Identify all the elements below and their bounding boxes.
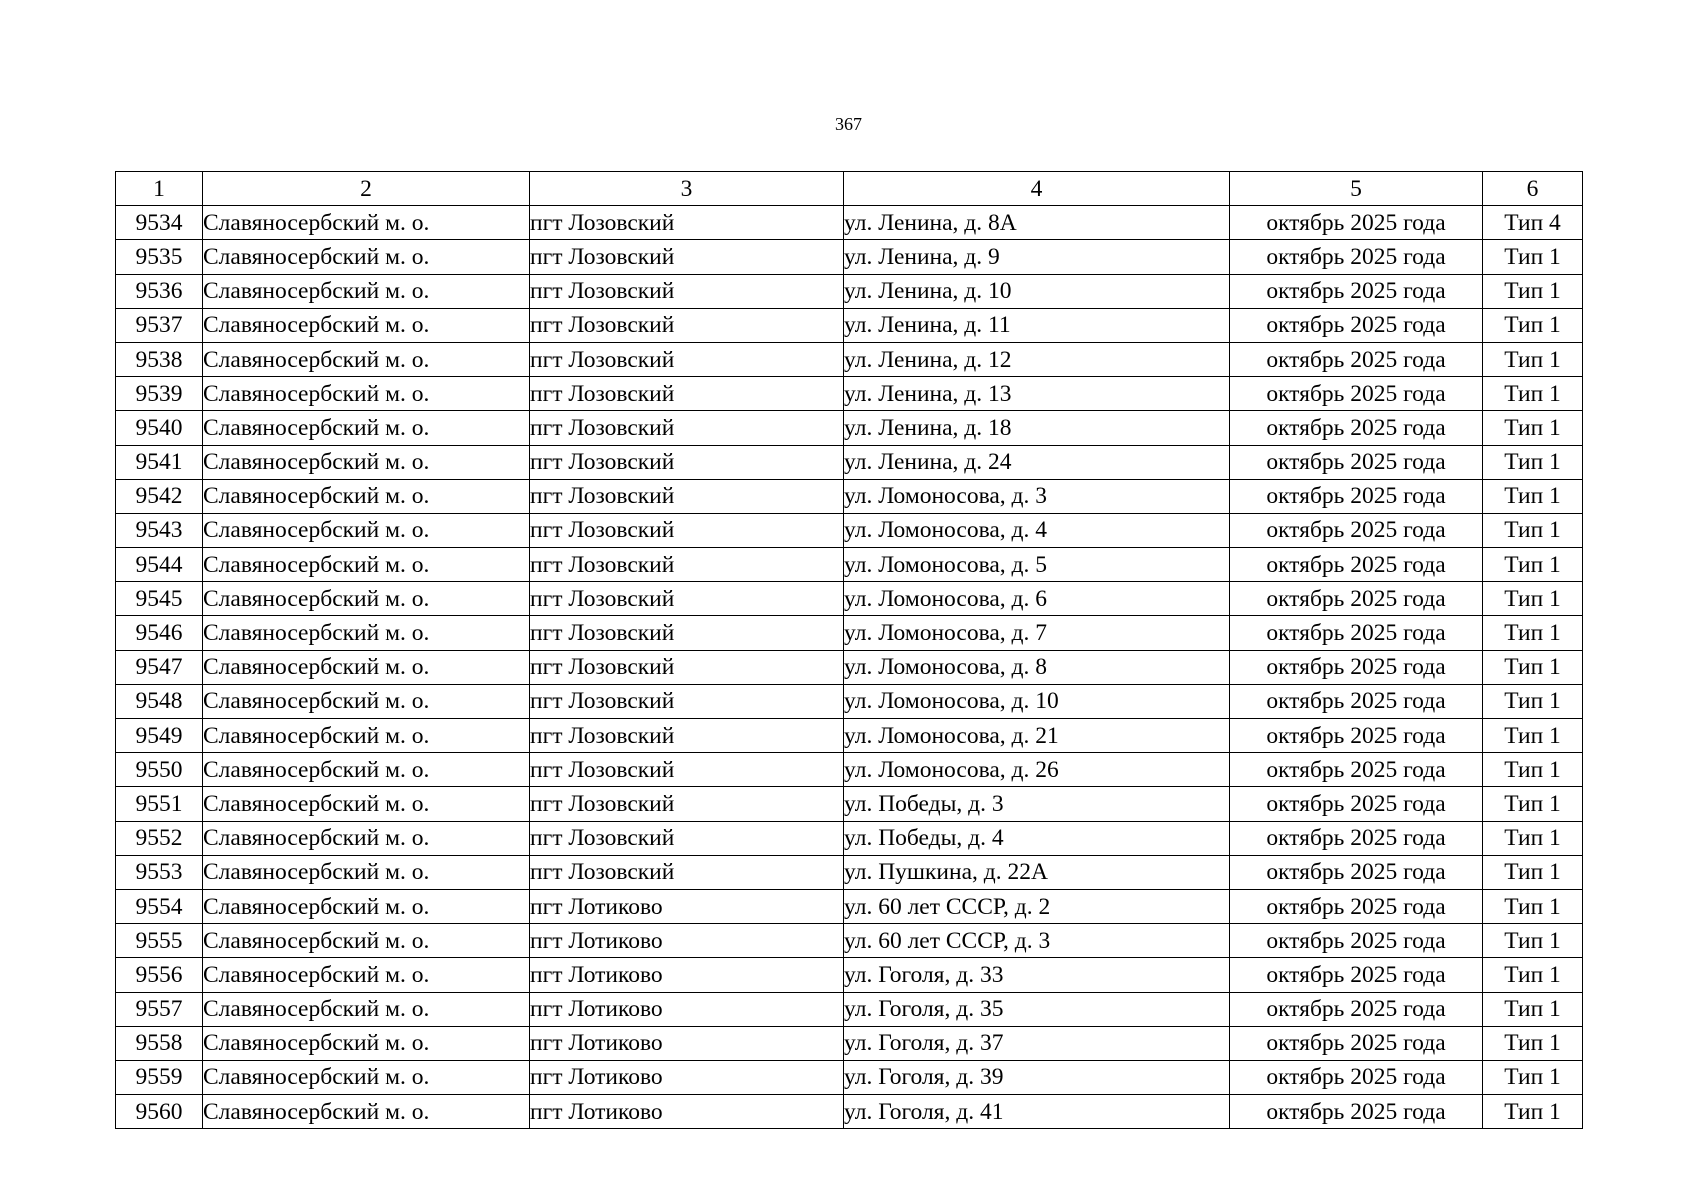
date-cell: октябрь 2025 года — [1230, 240, 1483, 274]
date-cell: октябрь 2025 года — [1230, 992, 1483, 1026]
municipality-cell: Славяносербский м. о. — [203, 889, 530, 923]
type-cell: Тип 1 — [1483, 377, 1583, 411]
table-row — [116, 582, 1583, 616]
date-cell: октябрь 2025 года — [1230, 377, 1483, 411]
settlement-cell: пгт Лозовский — [530, 684, 844, 718]
table-row — [116, 274, 1583, 308]
type-cell: Тип 1 — [1483, 992, 1583, 1026]
settlement-cell: пгт Лозовский — [530, 274, 844, 308]
address-cell: ул. Гоголя, д. 37 — [844, 1026, 1230, 1060]
settlement-cell: пгт Лотиково — [530, 992, 844, 1026]
row-number-cell: 9555 — [116, 924, 203, 958]
date-cell: октябрь 2025 года — [1230, 582, 1483, 616]
column-header: 2 — [203, 172, 530, 206]
table-row — [116, 924, 1583, 958]
type-cell: Тип 1 — [1483, 513, 1583, 547]
row-number-cell: 9550 — [116, 753, 203, 787]
date-cell: октябрь 2025 года — [1230, 889, 1483, 923]
address-cell: ул. 60 лет СССР, д. 3 — [844, 924, 1230, 958]
table-row — [116, 1026, 1583, 1060]
row-number-cell: 9556 — [116, 958, 203, 992]
row-number-cell: 9548 — [116, 684, 203, 718]
settlement-cell: пгт Лозовский — [530, 855, 844, 889]
date-cell: октябрь 2025 года — [1230, 274, 1483, 308]
type-cell: Тип 1 — [1483, 274, 1583, 308]
address-cell: ул. Ленина, д. 24 — [844, 445, 1230, 479]
date-cell: октябрь 2025 года — [1230, 821, 1483, 855]
table-row — [116, 650, 1583, 684]
table-row — [116, 889, 1583, 923]
municipality-cell: Славяносербский м. о. — [203, 308, 530, 342]
municipality-cell: Славяносербский м. о. — [203, 479, 530, 513]
settlement-cell: пгт Лозовский — [530, 787, 844, 821]
table-row — [116, 1095, 1583, 1129]
settlement-cell: пгт Лозовский — [530, 240, 844, 274]
row-number-cell: 9542 — [116, 479, 203, 513]
table-row — [116, 479, 1583, 513]
address-cell: ул. Гоголя, д. 39 — [844, 1060, 1230, 1094]
type-cell: Тип 4 — [1483, 206, 1583, 240]
row-number-cell: 9544 — [116, 548, 203, 582]
settlement-cell: пгт Лозовский — [530, 411, 844, 445]
row-number-cell: 9547 — [116, 650, 203, 684]
address-cell: ул. Ломоносова, д. 8 — [844, 650, 1230, 684]
address-cell: ул. Ломоносова, д. 3 — [844, 479, 1230, 513]
date-cell: октябрь 2025 года — [1230, 924, 1483, 958]
type-cell: Тип 1 — [1483, 548, 1583, 582]
municipality-cell: Славяносербский м. о. — [203, 650, 530, 684]
table-row — [116, 240, 1583, 274]
municipality-cell: Славяносербский м. о. — [203, 206, 530, 240]
settlement-cell: пгт Лозовский — [530, 719, 844, 753]
row-number-cell: 9557 — [116, 992, 203, 1026]
date-cell: октябрь 2025 года — [1230, 308, 1483, 342]
date-cell: октябрь 2025 года — [1230, 753, 1483, 787]
row-number-cell: 9536 — [116, 274, 203, 308]
settlement-cell: пгт Лотиково — [530, 1095, 844, 1129]
date-cell: октябрь 2025 года — [1230, 513, 1483, 547]
settlement-cell: пгт Лозовский — [530, 548, 844, 582]
date-cell: октябрь 2025 года — [1230, 650, 1483, 684]
address-cell: ул. Ломоносова, д. 26 — [844, 753, 1230, 787]
municipality-cell: Славяносербский м. о. — [203, 377, 530, 411]
date-cell: октябрь 2025 года — [1230, 719, 1483, 753]
settlement-cell: пгт Лозовский — [530, 582, 844, 616]
row-number-cell: 9552 — [116, 821, 203, 855]
settlement-cell: пгт Лозовский — [530, 753, 844, 787]
type-cell: Тип 1 — [1483, 684, 1583, 718]
table-row — [116, 206, 1583, 240]
municipality-cell: Славяносербский м. о. — [203, 787, 530, 821]
table-row — [116, 684, 1583, 718]
row-number-cell: 9535 — [116, 240, 203, 274]
type-cell: Тип 1 — [1483, 924, 1583, 958]
type-cell: Тип 1 — [1483, 1095, 1583, 1129]
table-row — [116, 616, 1583, 650]
row-number-cell: 9537 — [116, 308, 203, 342]
settlement-cell: пгт Лозовский — [530, 342, 844, 376]
table-row — [116, 342, 1583, 376]
municipality-cell: Славяносербский м. о. — [203, 992, 530, 1026]
settlement-cell: пгт Лотиково — [530, 889, 844, 923]
type-cell: Тип 1 — [1483, 650, 1583, 684]
type-cell: Тип 1 — [1483, 719, 1583, 753]
table-header-row — [116, 172, 1583, 206]
date-cell: октябрь 2025 года — [1230, 548, 1483, 582]
address-cell: ул. Ленина, д. 12 — [844, 342, 1230, 376]
table-row — [116, 411, 1583, 445]
address-cell: ул. Ломоносова, д. 6 — [844, 582, 1230, 616]
type-cell: Тип 1 — [1483, 616, 1583, 650]
settlement-cell: пгт Лотиково — [530, 958, 844, 992]
row-number-cell: 9541 — [116, 445, 203, 479]
type-cell: Тип 1 — [1483, 1026, 1583, 1060]
date-cell: октябрь 2025 года — [1230, 479, 1483, 513]
registry-table — [115, 171, 1583, 1129]
date-cell: октябрь 2025 года — [1230, 855, 1483, 889]
address-cell: ул. Гоголя, д. 33 — [844, 958, 1230, 992]
address-cell: ул. Ленина, д. 8А — [844, 206, 1230, 240]
type-cell: Тип 1 — [1483, 582, 1583, 616]
row-number-cell: 9543 — [116, 513, 203, 547]
type-cell: Тип 1 — [1483, 445, 1583, 479]
date-cell: октябрь 2025 года — [1230, 1095, 1483, 1129]
row-number-cell: 9540 — [116, 411, 203, 445]
settlement-cell: пгт Лозовский — [530, 479, 844, 513]
row-number-cell: 9553 — [116, 855, 203, 889]
settlement-cell: пгт Лозовский — [530, 445, 844, 479]
address-cell: ул. Победы, д. 3 — [844, 787, 1230, 821]
column-header: 4 — [844, 172, 1230, 206]
table-row — [116, 753, 1583, 787]
address-cell: ул. Ленина, д. 11 — [844, 308, 1230, 342]
type-cell: Тип 1 — [1483, 1060, 1583, 1094]
type-cell: Тип 1 — [1483, 821, 1583, 855]
date-cell: октябрь 2025 года — [1230, 616, 1483, 650]
table-row — [116, 548, 1583, 582]
date-cell: октябрь 2025 года — [1230, 206, 1483, 240]
row-number-cell: 9546 — [116, 616, 203, 650]
row-number-cell: 9558 — [116, 1026, 203, 1060]
table-row — [116, 308, 1583, 342]
address-cell: ул. 60 лет СССР, д. 2 — [844, 889, 1230, 923]
type-cell: Тип 1 — [1483, 958, 1583, 992]
settlement-cell: пгт Лозовский — [530, 377, 844, 411]
municipality-cell: Славяносербский м. о. — [203, 719, 530, 753]
table-row — [116, 787, 1583, 821]
row-number-cell: 9545 — [116, 582, 203, 616]
type-cell: Тип 1 — [1483, 308, 1583, 342]
address-cell: ул. Гоголя, д. 35 — [844, 992, 1230, 1026]
settlement-cell: пгт Лозовский — [530, 650, 844, 684]
settlement-cell: пгт Лозовский — [530, 308, 844, 342]
table-row — [116, 992, 1583, 1026]
row-number-cell: 9539 — [116, 377, 203, 411]
address-cell: ул. Ломоносова, д. 7 — [844, 616, 1230, 650]
table-body — [116, 206, 1583, 1129]
type-cell: Тип 1 — [1483, 411, 1583, 445]
settlement-cell: пгт Лозовский — [530, 821, 844, 855]
municipality-cell: Славяносербский м. о. — [203, 274, 530, 308]
column-header: 1 — [116, 172, 203, 206]
date-cell: октябрь 2025 года — [1230, 411, 1483, 445]
table-row — [116, 958, 1583, 992]
row-number-cell: 9560 — [116, 1095, 203, 1129]
municipality-cell: Славяносербский м. о. — [203, 958, 530, 992]
table-row — [116, 513, 1583, 547]
table-row — [116, 377, 1583, 411]
address-cell: ул. Ломоносова, д. 4 — [844, 513, 1230, 547]
row-number-cell: 9549 — [116, 719, 203, 753]
row-number-cell: 9554 — [116, 889, 203, 923]
type-cell: Тип 1 — [1483, 240, 1583, 274]
table-row — [116, 855, 1583, 889]
settlement-cell: пгт Лотиково — [530, 924, 844, 958]
table-row — [116, 821, 1583, 855]
row-number-cell: 9538 — [116, 342, 203, 376]
address-cell: ул. Ломоносова, д. 5 — [844, 548, 1230, 582]
municipality-cell: Славяносербский м. о. — [203, 1060, 530, 1094]
type-cell: Тип 1 — [1483, 889, 1583, 923]
table-row — [116, 445, 1583, 479]
type-cell: Тип 1 — [1483, 479, 1583, 513]
municipality-cell: Славяносербский м. о. — [203, 582, 530, 616]
municipality-cell: Славяносербский м. о. — [203, 342, 530, 376]
address-cell: ул. Ленина, д. 13 — [844, 377, 1230, 411]
municipality-cell: Славяносербский м. о. — [203, 1095, 530, 1129]
address-cell: ул. Гоголя, д. 41 — [844, 1095, 1230, 1129]
municipality-cell: Славяносербский м. о. — [203, 684, 530, 718]
address-cell: ул. Ленина, д. 18 — [844, 411, 1230, 445]
municipality-cell: Славяносербский м. о. — [203, 924, 530, 958]
column-header: 3 — [530, 172, 844, 206]
municipality-cell: Славяносербский м. о. — [203, 1026, 530, 1060]
date-cell: октябрь 2025 года — [1230, 342, 1483, 376]
settlement-cell: пгт Лотиково — [530, 1060, 844, 1094]
address-cell: ул. Победы, д. 4 — [844, 821, 1230, 855]
type-cell: Тип 1 — [1483, 855, 1583, 889]
date-cell: октябрь 2025 года — [1230, 787, 1483, 821]
row-number-cell: 9534 — [116, 206, 203, 240]
column-header: 5 — [1230, 172, 1483, 206]
municipality-cell: Славяносербский м. о. — [203, 445, 530, 479]
column-header: 6 — [1483, 172, 1583, 206]
settlement-cell: пгт Лозовский — [530, 513, 844, 547]
type-cell: Тип 1 — [1483, 753, 1583, 787]
address-cell: ул. Ломоносова, д. 21 — [844, 719, 1230, 753]
type-cell: Тип 1 — [1483, 342, 1583, 376]
municipality-cell: Славяносербский м. о. — [203, 753, 530, 787]
municipality-cell: Славяносербский м. о. — [203, 240, 530, 274]
date-cell: октябрь 2025 года — [1230, 1026, 1483, 1060]
table-row — [116, 719, 1583, 753]
row-number-cell: 9551 — [116, 787, 203, 821]
address-cell: ул. Пушкина, д. 22А — [844, 855, 1230, 889]
municipality-cell: Славяносербский м. о. — [203, 855, 530, 889]
address-cell: ул. Ленина, д. 10 — [844, 274, 1230, 308]
address-cell: ул. Ленина, д. 9 — [844, 240, 1230, 274]
address-cell: ул. Ломоносова, д. 10 — [844, 684, 1230, 718]
municipality-cell: Славяносербский м. о. — [203, 411, 530, 445]
municipality-cell: Славяносербский м. о. — [203, 548, 530, 582]
settlement-cell: пгт Лозовский — [530, 616, 844, 650]
settlement-cell: пгт Лотиково — [530, 1026, 844, 1060]
date-cell: октябрь 2025 года — [1230, 445, 1483, 479]
date-cell: октябрь 2025 года — [1230, 684, 1483, 718]
row-number-cell: 9559 — [116, 1060, 203, 1094]
table-row — [116, 1060, 1583, 1094]
settlement-cell: пгт Лозовский — [530, 206, 844, 240]
date-cell: октябрь 2025 года — [1230, 1060, 1483, 1094]
page-number: 367 — [835, 114, 862, 134]
type-cell: Тип 1 — [1483, 787, 1583, 821]
municipality-cell: Славяносербский м. о. — [203, 513, 530, 547]
municipality-cell: Славяносербский м. о. — [203, 821, 530, 855]
municipality-cell: Славяносербский м. о. — [203, 616, 530, 650]
date-cell: октябрь 2025 года — [1230, 958, 1483, 992]
